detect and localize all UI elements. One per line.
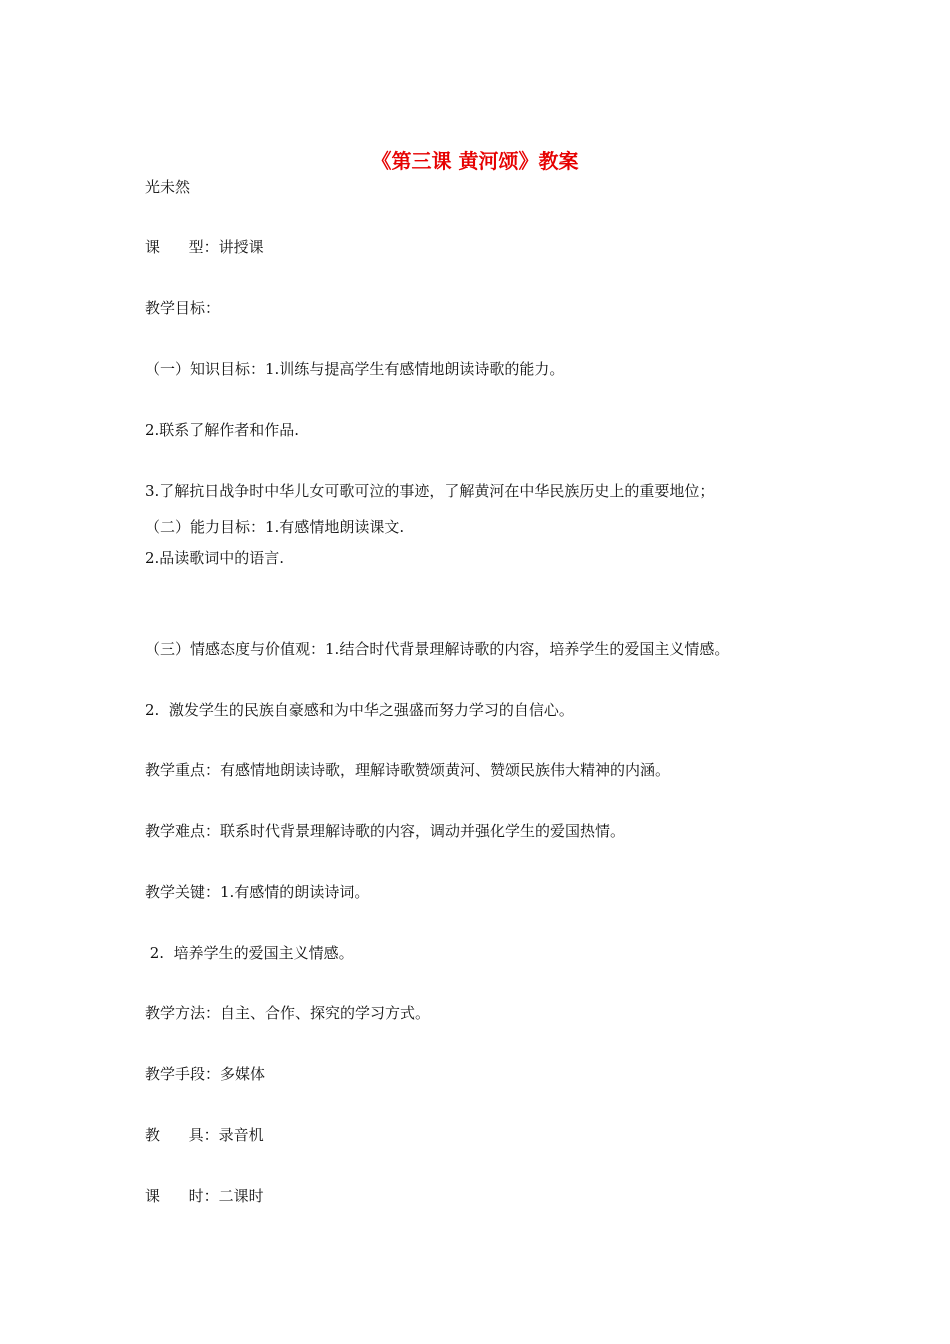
difficulty-line: 教学难点：联系时代背景理解诗歌的内容，调动并强化学生的爱国热情。 — [145, 822, 626, 840]
lesson-type-line: 课 型：讲授课 — [145, 238, 264, 256]
ability-goal-line: （二）能力目标：1.有感情地朗读课文. — [145, 518, 405, 536]
knowledge-goal-line: （一）知识目标：1.训练与提高学生有感情地朗读诗歌的能力。 — [145, 360, 565, 378]
knowledge-goal-line-3: 3.了解抗日战争时中华儿女可歌可泣的事迹，了解黄河在中华民族历史上的重要地位； — [145, 482, 715, 500]
teaching-goals-heading: 教学目标： — [145, 299, 221, 317]
attitude-goal-line-2: 2. 激发学生的民族自豪感和为中华之强盛而努力学习的自信心。 — [145, 701, 574, 719]
author-line: 光未然 — [145, 178, 191, 196]
knowledge-goal-line-2: 2.联系了解作者和作品. — [145, 421, 300, 439]
attitude-goal-line: （三）情感态度与价值观：1.结合时代背景理解诗歌的内容，培养学生的爱国主义情感。 — [145, 640, 730, 658]
class-hours-line: 课 时：二课时 — [145, 1187, 264, 1205]
key-line-2: 2. 培养学生的爱国主义情感。 — [145, 944, 354, 962]
method-line: 教学方法：自主、合作、探究的学习方式。 — [145, 1004, 431, 1022]
tools-line: 教 具：录音机 — [145, 1126, 264, 1144]
document-title: 《第三课 黄河颂》教案 — [371, 149, 579, 173]
key-line: 教学关键：1.有感情的朗读诗词。 — [145, 883, 370, 901]
key-point-line: 教学重点：有感情地朗读诗歌，理解诗歌赞颂黄河、赞颂民族伟大精神的内涵。 — [145, 761, 671, 779]
ability-goal-line-2: 2.品读歌词中的语言. — [145, 549, 285, 567]
means-line: 教学手段：多媒体 — [145, 1065, 266, 1083]
